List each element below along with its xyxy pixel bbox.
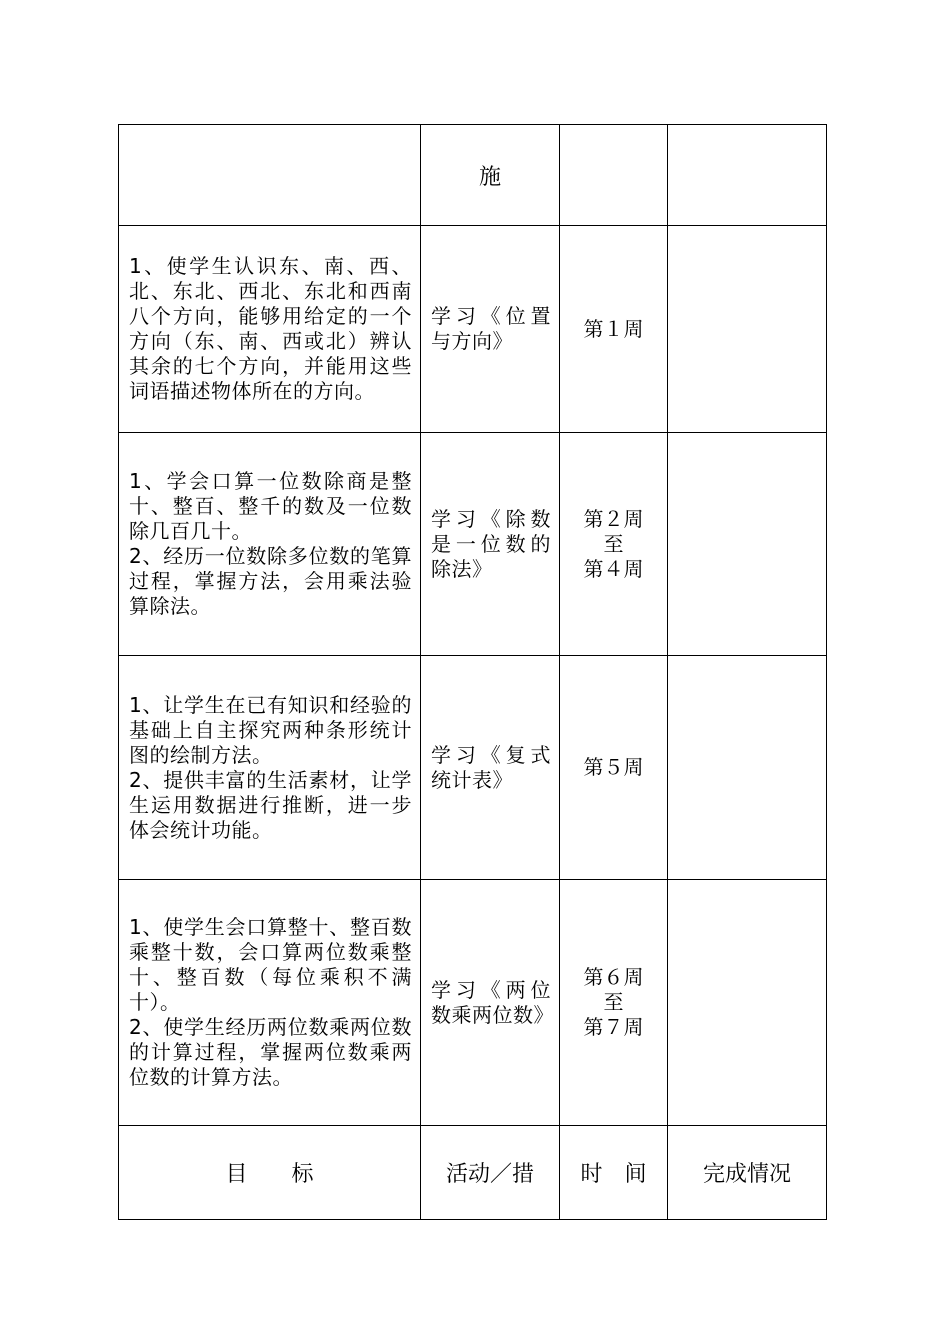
table-row [119,656,827,880]
goal-header: 目 标 [119,1126,421,1220]
time-header: 时 间 [560,1126,668,1220]
status-cell [668,656,827,880]
goal-cell: 1、学会口算一位数除商是整十、整百、整千的数及一位数除几百几十。 2、经历一位数除多位数的笔算过程，掌握方法，会用乘法验算除法。 [119,433,421,656]
goal-cell: 1、使学生会口算整十、整百数乘整十数，会口算两位数乘整十、整百数（每位乘积不满十）。 2、使学生经历两位数乘两位数的计算过程，掌握两位数乘两位数的计算方法。 [119,880,421,1126]
goal-cell: 1、使学生认识东、南、西、北、东北、西北、东北和西南八个方向，能够用给定的一个方向（东、南、西或北）辨认其余的七个方向，并能用这些词语描述物体所在的方向。 [119,226,421,433]
teaching-plan-table [118,124,827,1220]
table-row [119,433,827,656]
status-cell [668,226,827,433]
time-cell: 第６周 至 第７周 [560,880,668,1126]
continuation-row [119,125,827,226]
status-header: 完成情况 [668,1126,827,1220]
activity-header: 活动／措 [421,1126,560,1220]
goal-cell-empty [119,125,421,226]
activity-cell: 学习《复式统计表》 [421,656,560,880]
activity-cell: 学习《除数是一位数的除法》 [421,433,560,656]
time-cell: 第２周 至 第４周 [560,433,668,656]
time-cell: 第１周 [560,226,668,433]
table-row [119,880,827,1126]
header-row [119,1126,827,1220]
time-cell-empty [560,125,668,226]
time-cell: 第５周 [560,656,668,880]
goal-cell: 1、让学生在已有知识和经验的基础上自主探究两种条形统计图的绘制方法。 2、提供丰富的生活素材，让学生运用数据进行推断，进一步体会统计功能。 [119,656,421,880]
status-cell [668,880,827,1126]
activity-cell: 学习《两位数乘两位数》 [421,880,560,1126]
activity-header-continuation: 施 [421,125,560,226]
status-cell [668,433,827,656]
activity-cell: 学习《位置与方向》 [421,226,560,433]
status-cell-empty [668,125,827,226]
table-row [119,226,827,433]
